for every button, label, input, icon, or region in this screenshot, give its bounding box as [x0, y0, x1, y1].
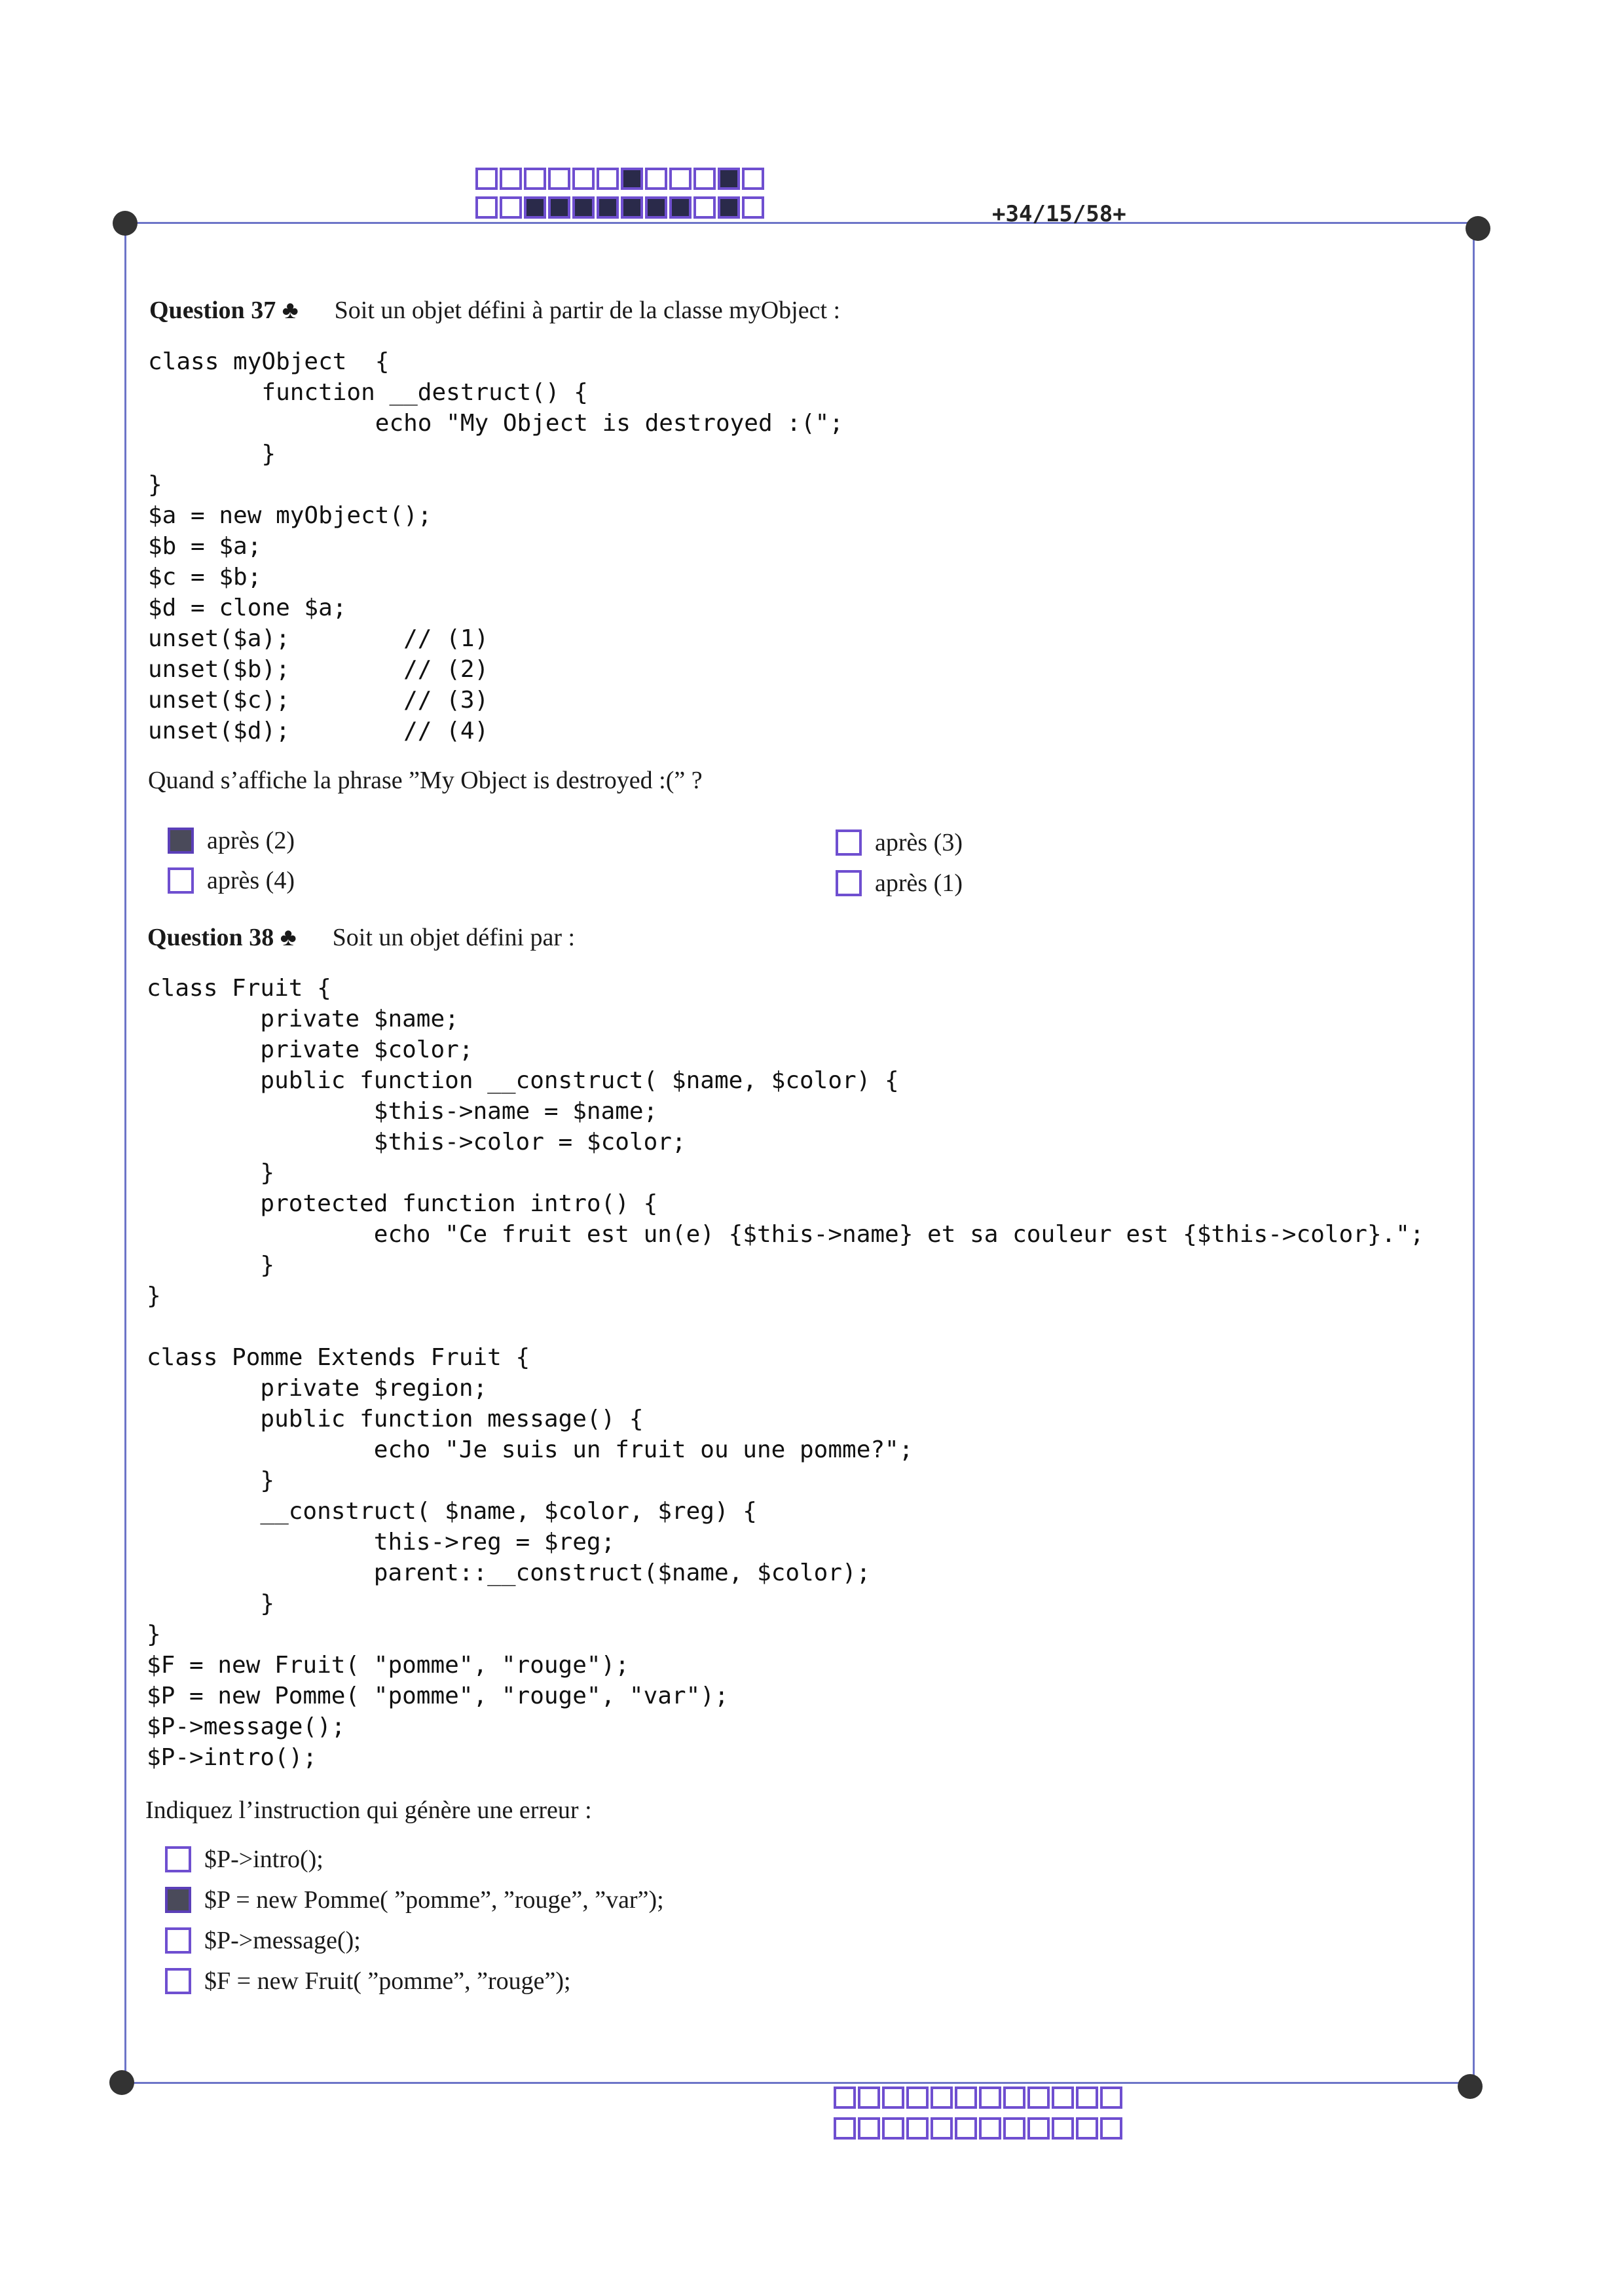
- code-cell: [669, 168, 692, 190]
- code-cell: [979, 2086, 1001, 2109]
- code-cell: [742, 196, 764, 219]
- code-cell: [645, 168, 667, 190]
- code-cell: [834, 2086, 856, 2109]
- top-page-code-row-2: [475, 196, 766, 219]
- question-38-statement: Soit un objet défini par :: [332, 924, 576, 951]
- q38-choice-intro[interactable]: [165, 1845, 323, 1874]
- bottom-page-code-row-1: [834, 2086, 1124, 2109]
- corner-mark-top-left: [113, 211, 138, 236]
- code-cell: [621, 196, 643, 219]
- code-cell: [1076, 2117, 1098, 2140]
- corner-mark-top-right: [1466, 216, 1490, 241]
- frame-right-line: [1473, 223, 1475, 2084]
- checkbox[interactable]: [168, 867, 194, 894]
- choice-label: après (3): [875, 829, 963, 856]
- code-cell: [475, 168, 498, 190]
- q37-choice-after-2[interactable]: [168, 826, 295, 855]
- frame-bottom-line: [122, 2082, 1469, 2084]
- code-cell: [1052, 2117, 1074, 2140]
- question-38-prompt: Indiquez l’instruction qui génère une erreur :: [145, 1796, 592, 1824]
- checkbox[interactable]: [165, 1887, 191, 1913]
- code-cell: [524, 196, 546, 219]
- corner-mark-bottom-left: [109, 2070, 134, 2095]
- q37-choice-after-4[interactable]: [168, 866, 295, 895]
- question-37-code: class myObject { function __destruct() { echo "My Object is destroyed :("; } } $a = new myObject(); $b = $a; $c = $b; $d = clone $a; unset($a); // (1) unset($b); // (2) unset($c); // (3) unset($d); // (4): [148, 348, 844, 744]
- club-icon: ♣: [282, 297, 299, 324]
- code-cell: [882, 2117, 904, 2140]
- q38-choice-new-fruit[interactable]: [165, 1967, 571, 1995]
- code-cell: [718, 168, 740, 190]
- code-cell: [1003, 2086, 1025, 2109]
- q38-choice-message[interactable]: [165, 1926, 361, 1955]
- code-cell: [500, 168, 522, 190]
- code-cell: [834, 2117, 856, 2140]
- code-cell: [742, 168, 764, 190]
- code-cell: [475, 196, 498, 219]
- checkbox[interactable]: [168, 828, 194, 854]
- code-cell: [955, 2086, 977, 2109]
- code-cell: [621, 168, 643, 190]
- code-cell: [597, 196, 619, 219]
- code-cell: [1100, 2117, 1122, 2140]
- code-cell: [597, 168, 619, 190]
- choice-label: après (2): [207, 827, 295, 854]
- code-cell: [1100, 2086, 1122, 2109]
- code-cell: [693, 168, 716, 190]
- question-37-statement: Soit un objet défini à partir de la classe myObject :: [334, 297, 841, 324]
- code-cell: [858, 2086, 880, 2109]
- code-cell: [906, 2086, 929, 2109]
- question-38-label: Question 38: [147, 924, 274, 951]
- question-37-prompt: Quand s’affiche la phrase ”My Object is destroyed :(” ?: [148, 767, 703, 794]
- choice-label: $P->intro();: [204, 1846, 323, 1873]
- checkbox[interactable]: [836, 829, 862, 856]
- code-cell: [931, 2117, 953, 2140]
- code-cell: [979, 2117, 1001, 2140]
- top-page-code-row-1: [475, 168, 766, 190]
- question-37-label: Question 37: [149, 297, 276, 324]
- code-cell: [1076, 2086, 1098, 2109]
- corner-mark-bottom-right: [1458, 2074, 1483, 2099]
- checkbox[interactable]: [165, 1927, 191, 1954]
- code-cell: [500, 196, 522, 219]
- club-icon: ♣: [280, 924, 297, 951]
- code-cell: [572, 168, 595, 190]
- choice-label: après (1): [875, 869, 963, 897]
- checkbox[interactable]: [836, 870, 862, 896]
- choice-label: $F = new Fruit( ”pomme”, ”rouge”);: [204, 1967, 571, 1995]
- code-cell: [645, 196, 667, 219]
- code-cell: [882, 2086, 904, 2109]
- question-38-header: [147, 923, 575, 952]
- code-cell: [955, 2117, 977, 2140]
- choice-label: $P = new Pomme( ”pomme”, ”rouge”, ”var”);: [204, 1886, 664, 1914]
- code-cell: [524, 168, 546, 190]
- choice-label: $P->message();: [204, 1927, 361, 1954]
- code-cell: [572, 196, 595, 219]
- frame-top-line: [126, 222, 1478, 224]
- code-cell: [693, 196, 716, 219]
- bottom-page-code-row-2: [834, 2117, 1124, 2140]
- code-cell: [858, 2117, 880, 2140]
- choice-label: après (4): [207, 867, 295, 894]
- code-cell: [1027, 2086, 1050, 2109]
- code-cell: [718, 196, 740, 219]
- code-cell: [548, 168, 570, 190]
- code-cell: [1027, 2117, 1050, 2140]
- question-38-code: class Fruit { private $name; private $color; public function __construct( $name, $color) { $this->name = $name; $this->color = $color; } protected function intro() { echo "Ce fruit est un(e) {$this->name} et sa couleur est {$this->color}."; } } class Pomme Extends Fruit { private $region; public function message() { echo "Je suis un fruit ou une pomme?"; } __construct( $name, $color, $reg) { this->reg = $reg; parent::__construct($name, $color); } } $F = new Fruit( "pomme", "rouge"); $P = new Pomme( "pomme", "rouge", "var"); $P->message(); $P->intro();: [147, 975, 1424, 1771]
- page-id: +34/15/58+: [992, 201, 1126, 227]
- code-cell: [1003, 2117, 1025, 2140]
- q38-choice-new-pomme[interactable]: [165, 1886, 664, 1914]
- checkbox[interactable]: [165, 1846, 191, 1872]
- frame-left-line: [124, 222, 126, 2083]
- q37-choice-after-3[interactable]: [836, 828, 963, 857]
- code-cell: [1052, 2086, 1074, 2109]
- q37-choice-after-1[interactable]: [836, 869, 963, 898]
- code-cell: [931, 2086, 953, 2109]
- code-cell: [906, 2117, 929, 2140]
- checkbox[interactable]: [165, 1968, 191, 1994]
- code-cell: [548, 196, 570, 219]
- code-cell: [669, 196, 692, 219]
- question-37-header: [149, 296, 840, 325]
